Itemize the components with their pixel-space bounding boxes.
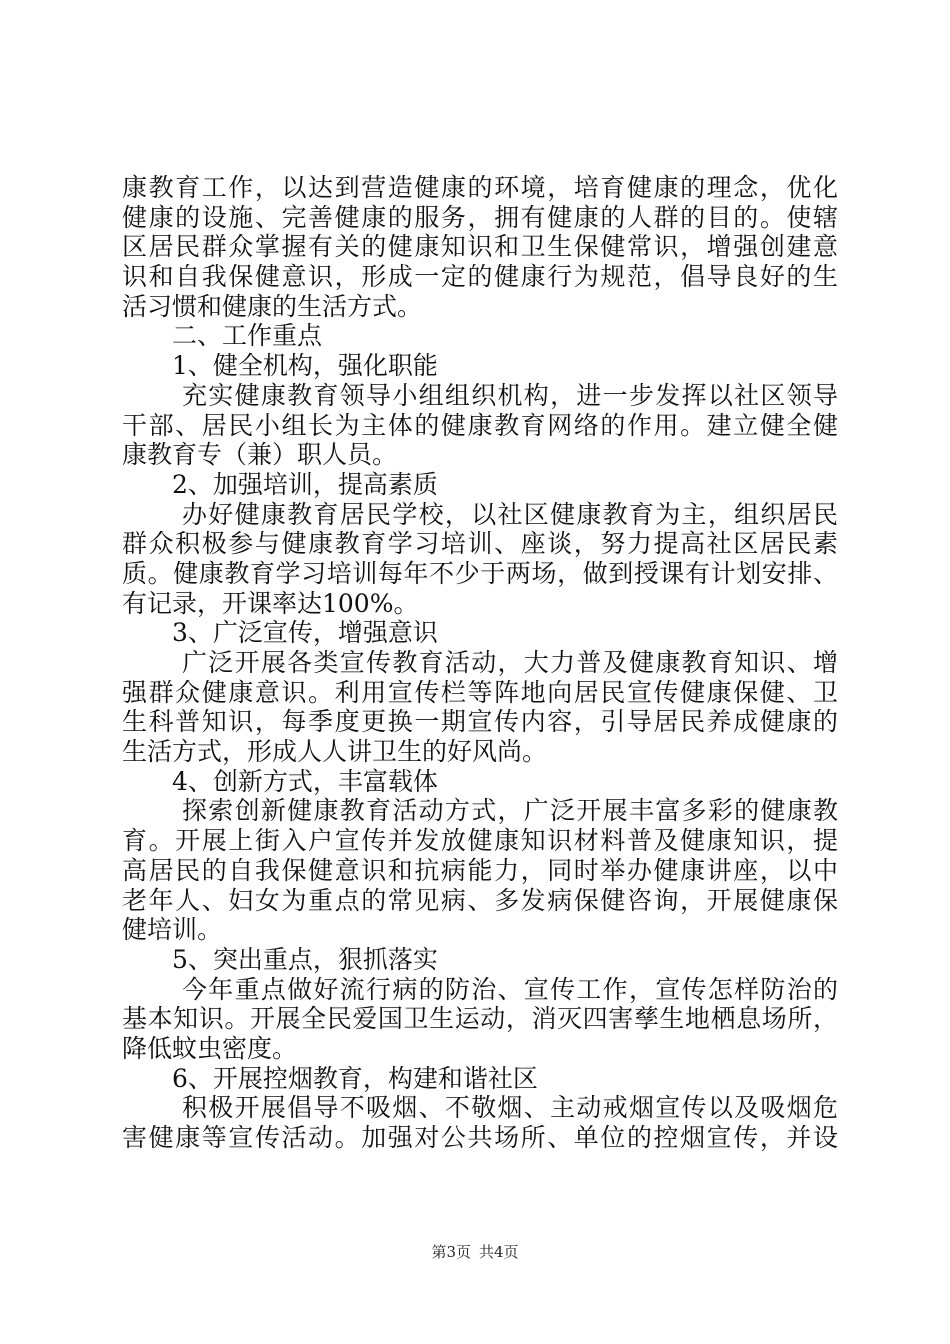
text-line: 健康的设施、完善健康的服务，拥有健康的人群的目的。使辖	[122, 202, 838, 232]
text-line: 生活方式，形成人人讲卫生的好风尚。	[122, 737, 548, 767]
text-line: 探索创新健康教育活动方式，广泛开展丰富多彩的健康教	[182, 796, 838, 826]
text-line: 充实健康教育领导小组组织机构，进一步发挥以社区领导	[182, 380, 838, 410]
page-total: 共4页	[479, 1243, 519, 1261]
text-line: 基本知识。开展全民爱国卫生运动，消灭四害孳生地栖息场所，	[122, 1004, 838, 1034]
text-line: 高居民的自我保健意识和抗病能力，同时举办健康讲座，以中	[122, 855, 838, 885]
text-line: 1、健全机构，强化职能	[172, 351, 438, 381]
text-line: 康教育工作，以达到营造健康的环境，培育健康的理念，优化	[122, 173, 838, 202]
text-line: 办好健康教育居民学校，以社区健康教育为主，组织居民	[182, 499, 838, 529]
text-line: 4、创新方式，丰富载体	[172, 766, 438, 796]
text-line: 质。健康教育学习培训每年不少于两场，做到授课有计划安排、	[122, 558, 838, 588]
text-line: 群众积极参与健康教育学习培训、座谈，努力提高社区居民素	[122, 529, 838, 559]
text-line: 健培训。	[122, 915, 223, 945]
text-line: 强群众健康意识。利用宣传栏等阵地向居民宣传健康保健、卫	[122, 677, 838, 707]
text-line: 二、工作重点	[172, 321, 323, 351]
text-line: 干部、居民小组长为主体的健康教育网络的作用。建立健全健	[122, 410, 838, 440]
text-line: 生科普知识，每季度更换一期宣传内容，引导居民养成健康的	[122, 707, 838, 737]
text-line: 2、加强培训，提高素质	[172, 469, 438, 499]
text-line: 有记录，开课率达100%。	[122, 588, 419, 618]
text-line: 降低蚊虫密度。	[122, 1033, 298, 1063]
page-number: 第3页	[431, 1243, 471, 1261]
text-line: 积极开展倡导不吸烟、不敬烟、主动戒烟宣传以及吸烟危	[182, 1093, 838, 1123]
text-line: 5、突出重点，狠抓落实	[172, 944, 438, 974]
text-line: 活习惯和健康的生活方式。	[122, 291, 423, 321]
text-line: 老年人、妇女为重点的常见病、多发病保健咨询，开展健康保	[122, 885, 838, 915]
text-line: 广泛开展各类宣传教育活动，大力普及健康教育知识、增	[182, 648, 838, 677]
text-line: 康教育专（兼）职人员。	[122, 440, 398, 470]
page-footer	[0, 1242, 950, 1262]
text-line: 育。开展上街入户宣传并发放健康知识材料普及健康知识，提	[122, 826, 838, 856]
document-body	[122, 173, 838, 1153]
text-line: 区居民群众掌握有关的健康知识和卫生保健常识，增强创建意	[122, 232, 838, 262]
text-line: 3、广泛宣传，增强意识	[172, 618, 438, 648]
text-line: 害健康等宣传活动。加强对公共场所、单位的控烟宣传，并设	[122, 1123, 838, 1152]
text-line: 6、开展控烟教育，构建和谐社区	[172, 1063, 538, 1093]
text-line: 识和自我保健意识，形成一定的健康行为规范，倡导良好的生	[122, 262, 838, 292]
text-line: 今年重点做好流行病的防治、宣传工作，宣传怎样防治的	[182, 974, 838, 1004]
